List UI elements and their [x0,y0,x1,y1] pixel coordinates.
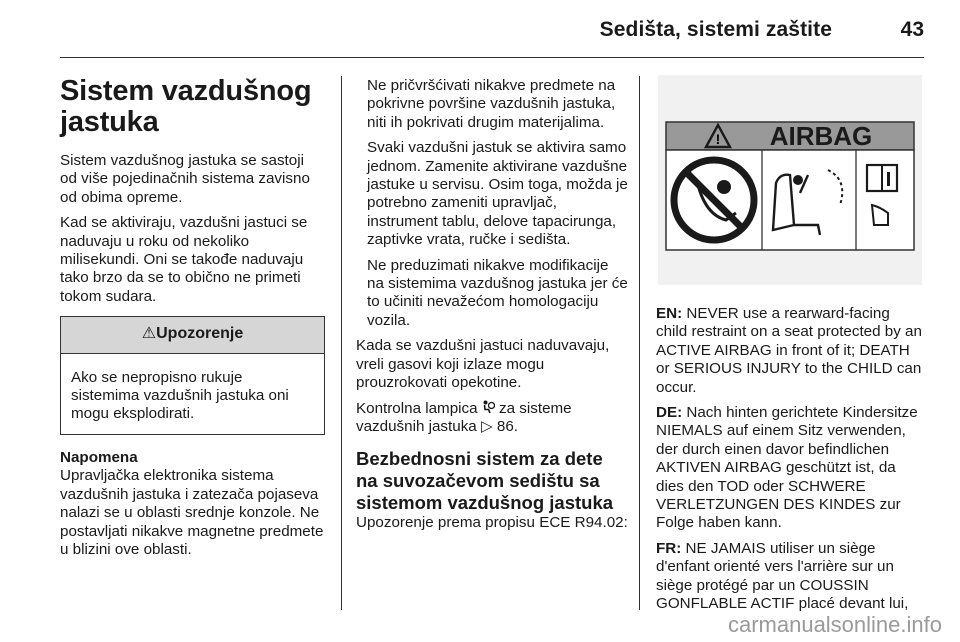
warning-triangle-icon: ⚠ [141,325,157,343]
control-lamp-paragraph: Kontrolna lampica za sisteme vazdušnih jastuka ▷ 86. [356,399,572,435]
watermark: carmanualsonline.info [727,612,942,637]
de-warning: DE: Nach hinten gerichtete Kindersitze NIEMALS auf einem Sitz verwenden, der durch einen davor befindlichen AKTIVEN AIRBAG geschützt ist, da dies den TOD oder SCHWERE VERLETZUNGEN DES KINDES zur Folge haben kann. [656,404,918,532]
airbag-figure-label: AIRBAG [769,121,873,151]
bullet-no-covering: Ne pričvršćivati nikakve predmete na pokrivne površine vazdušnih jastuka, niti ih pokrivati drugim materijalima. [367,77,616,131]
warning-text: Ako se nepropisno rukuje sistemima vazdušnih jastuka oni mogu eksplodirati. [71,368,289,423]
ece-paragraph: Upozorenje prema propisu ECE R94.02: [356,514,628,532]
fr-warning: FR: NE JAMAIS utiliser un siège d'enfant orienté vers l'arrière sur un siège protégé par un COUSSIN GONFLABLE ACTIF placé devant lui, [656,539,909,613]
intro-paragraph: Sistem vazdušnog jastuka se sastoji od više pojedinačnih sistema zavisno od obima opreme. [60,152,310,206]
airbag-warning-label-figure [658,75,922,285]
warning-title: Upozorenje [156,325,244,343]
column-2 [356,77,628,533]
en-warning: EN: NEVER use a rearward-facing child restraint on a seat protected by an ACTIVE AIRBAG in front of it; DEATH or SERIOUS INJURY to the CHILD can occur. [656,305,922,396]
page-number: 43 [900,18,924,41]
header-rule [60,57,924,58]
section-heading: Sistem vazdušnog jastuka [60,75,312,138]
note-title: Napomena [60,448,138,466]
column-divider-1 [341,76,342,610]
bullet-no-modifications: Ne preduzimati nikakve modifikacije na sistemima vazdušnog jastuka jer će to učiniti nevažećom homologaciju vozila. [367,256,628,329]
warning-header [61,317,324,353]
activation-paragraph: Kad se aktiviraju, vazdušni jastuci se naduvaju u roku od nekoliko milisekundi. Oni se takođe naduvaju tako brzo da se to obično ne primeti tokom sudara. [60,214,308,305]
airbag-warning-lamp-icon [482,400,499,417]
header-title: Sedišta, sistemi zaštite [599,18,832,41]
column-1 [60,76,325,559]
column-3 [656,75,924,621]
column-divider-2 [639,76,640,610]
child-seat-subheading: Bezbednosni sistem za dete na suvozačevom sedištu sa sistemom vazdušnog jastuka [356,448,614,514]
hot-gases-paragraph: Kada se vazdušni jastuci naduvavaju, vreli gasovi koji izlaze mogu prouzrokovati opekotine. [356,337,610,392]
page-reference[interactable]: 86. [496,417,519,435]
note-text: Upravljačka elektronika sistema vazdušnih jastuka i zatezača pojaseva nalazi se u oblasti srednje konzole. Ne postavljati nikakve magnetne predmete u blizini ove oblasti. [60,467,324,558]
page-reference-arrow-icon: ▷ [480,417,493,435]
warning-box [60,316,325,435]
svg-text:!: ! [715,131,721,147]
bullet-single-use: Svaki vazdušni jastuk se aktivira samo jednom. Zamenite aktivirane vazdušne jastuke u servisu. Osim toga, možda je potrebno zameniti upravljač, instrument tablu, delove tapacirunga, zaptivke vrata, ručke i sedišta. [367,139,628,249]
